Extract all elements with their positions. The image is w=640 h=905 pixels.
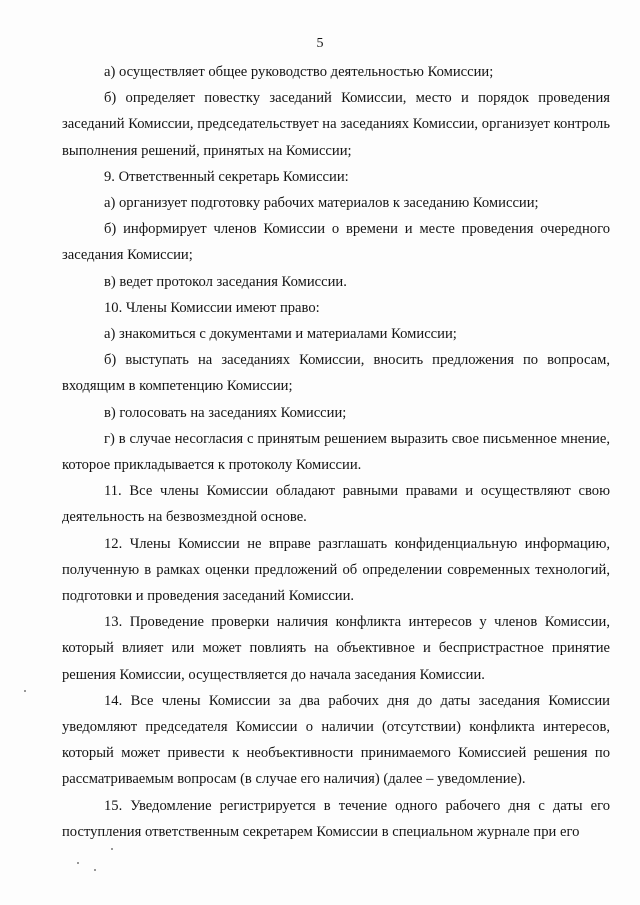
paragraph-8b: б) определяет повестку заседаний Комиссии, место и порядок проведения заседаний Комиссии, председательствует на заседаниях Комиссии, организует контроль выполнения решений, принятых на Комиссии;	[62, 90, 610, 159]
page-number: 5	[316, 36, 324, 51]
paragraph-9b: б) информирует членов Комиссии о времени и месте проведения очередного заседания Комиссии;	[62, 221, 610, 264]
paragraph-11: 11. Все члены Комиссии обладают равными правами и осуществляют свою деятельность на безвозмездной основе.	[62, 483, 610, 526]
paragraph-8a: а) осуществляет общее руководство деятельностью Комиссии;	[104, 64, 494, 80]
paragraph-13: 13. Проведение проверки наличия конфликта интересов у членов Комиссии, который влияет или может повлиять на объективное и беспристрастное принятие решения Комиссии, осуществляется до начала заседания Комиссии.	[62, 614, 610, 683]
paragraph-9-heading: 9. Ответственный секретарь Комиссии:	[104, 168, 349, 185]
paragraph-10-heading: 10. Члены Комиссии имеют право:	[104, 299, 320, 316]
document-body	[62, 59, 610, 845]
scan-speck	[94, 869, 96, 871]
paragraph-12: 12. Члены Комиссии не вправе разглашать конфиденциальную информацию, полученную в рамках оценки предложений об определении современных технологий, подготовки и проведения заседаний Комиссии.	[62, 535, 610, 605]
scan-speck	[111, 848, 113, 850]
paragraph-10d: г) в случае несогласия с принятым решением выразить свое письменное мнение, которое прикладывается к протоколу Комиссии.	[62, 430, 610, 474]
paragraph-9a: а) организует подготовку рабочих материалов к заседанию Комиссии;	[104, 195, 539, 212]
paragraph-15: 15. Уведомление регистрируется в течение одного рабочего дня с даты его поступления ответственным секретарем Комиссии в специальном журнале при его	[62, 797, 610, 840]
paragraph-14: 14. Все члены Комиссии за два рабочих дня до даты заседания Комиссии уведомляют председателя Комиссии о наличии (отсутствии) конфликта интересов, который может привести к необъективности принимаемого Комиссией решения по рассматриваемым вопросам (в случае его наличия) (далее – уведомление).	[62, 692, 610, 788]
paragraph-10a: а) знакомиться с документами и материалами Комиссии;	[104, 326, 457, 343]
paragraph-9c: в) ведет протокол заседания Комиссии.	[104, 273, 347, 290]
paragraph-10b: б) выступать на заседаниях Комиссии, вносить предложения по вопросам, входящим в компетенцию Комиссии;	[62, 352, 610, 395]
scan-speck	[24, 690, 26, 692]
scan-speck	[77, 862, 79, 864]
paragraph-10c: в) голосовать на заседаниях Комиссии;	[104, 404, 347, 421]
